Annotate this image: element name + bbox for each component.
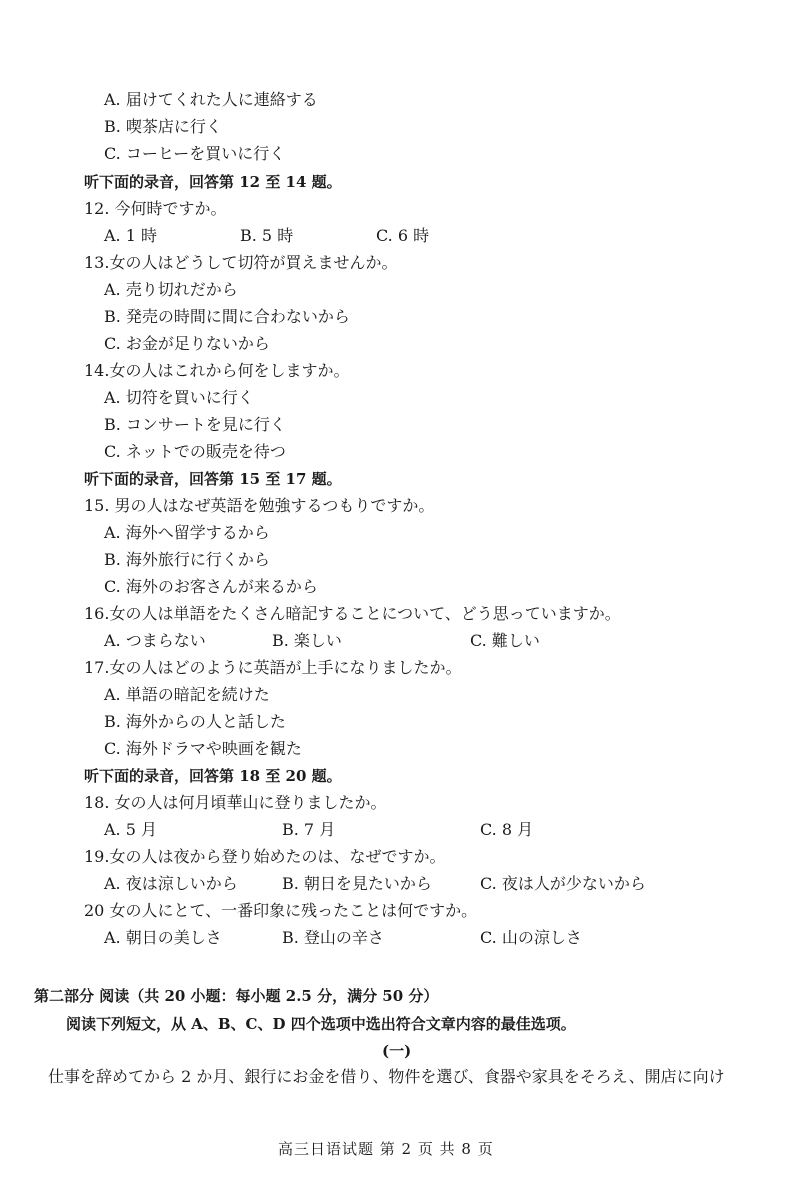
passage-first-line: 仕事を辞めてから 2 か月、銀行にお金を借り、物件を選び、食器や家具をそろえ、開店に向け xyxy=(48,1067,725,1086)
q17-option-c: C. 海外ドラマや映画を観た xyxy=(104,739,302,758)
q13-option-c: C. お金が足りないから xyxy=(104,334,270,353)
q16-option-c: C. 難しい xyxy=(470,631,540,650)
section-heading-12-14: 听下面的录音，回答第 12 至 14 题。 xyxy=(84,173,342,191)
q20-question: 20 女の人にとて、一番印象に残ったことは何ですか。 xyxy=(84,901,478,920)
q20-option-a: A. 朝日の美しさ xyxy=(104,928,222,947)
q19-question: 19.女の人は夜から登り始めたのは、なぜですか。 xyxy=(84,847,446,866)
q15-option-b: B. 海外旅行に行くから xyxy=(104,550,270,569)
q11-option-b: B. 喫茶店に行く xyxy=(104,117,222,136)
q16-question: 16.女の人は単語をたくさん暗記することについて、どう思っていますか。 xyxy=(84,604,621,623)
q17-question: 17.女の人はどのように英語が上手になりましたか。 xyxy=(84,658,462,677)
q15-question: 15. 男の人はなぜ英語を勉強するつもりですか。 xyxy=(84,496,435,515)
page-footer: 高三日语试题 第 2 页 共 8 页 xyxy=(278,1140,494,1158)
q16-option-a: A. つまらない xyxy=(104,631,206,650)
q18-option-c: C. 8 月 xyxy=(480,820,534,839)
section-heading-18-20: 听下面的录音，回答第 18 至 20 题。 xyxy=(84,767,342,785)
q19-option-a: A. 夜は涼しいから xyxy=(104,874,238,893)
q14-option-c: C. ネットでの販売を待つ xyxy=(104,442,286,461)
q17-option-a: A. 単語の暗記を続けた xyxy=(104,685,270,704)
q18-option-a: A. 5 月 xyxy=(104,820,157,839)
q13-option-a: A. 売り切れだから xyxy=(104,280,238,299)
section-heading-15-17: 听下面的录音，回答第 15 至 17 题。 xyxy=(84,470,342,488)
q18-question: 18. 女の人は何月頃華山に登りましたか。 xyxy=(84,793,387,812)
q17-option-b: B. 海外からの人と話した xyxy=(104,712,286,731)
q15-option-a: A. 海外へ留学するから xyxy=(104,523,270,542)
q14-option-b: B. コンサートを見に行く xyxy=(104,415,286,434)
part2-title: 第二部分 阅读（共 20 小题：每小题 2.5 分，满分 50 分） xyxy=(34,987,439,1005)
q12-option-c: C. 6 時 xyxy=(376,226,430,245)
q12-option-a: A. 1 時 xyxy=(104,226,157,245)
q19-option-b: B. 朝日を見たいから xyxy=(282,874,432,893)
q12-option-b: B. 5 時 xyxy=(240,226,294,245)
q12-question: 12. 今何時ですか。 xyxy=(84,199,227,218)
q13-question: 13.女の人はどうして切符が買えませんか。 xyxy=(84,253,398,272)
q15-option-c: C. 海外のお客さんが来るから xyxy=(104,577,318,596)
q19-option-c: C. 夜は人が少ないから xyxy=(480,874,646,893)
q20-option-b: B. 登山の辛さ xyxy=(282,928,384,947)
q14-question: 14.女の人はこれから何をしますか。 xyxy=(84,361,350,380)
passage-number: (一) xyxy=(382,1042,412,1060)
q20-option-c: C. 山の涼しさ xyxy=(480,928,582,947)
q16-option-b: B. 楽しい xyxy=(272,631,342,650)
q11-option-a: A. 届けてくれた人に連絡する xyxy=(104,90,318,109)
part2-instruction: 阅读下列短文，从 A、B、C、D 四个选项中选出符合文章内容的最佳选项。 xyxy=(66,1015,576,1033)
q13-option-b: B. 発売の時間に間に合わないから xyxy=(104,307,350,326)
q11-option-c: C. コーヒーを買いに行く xyxy=(104,144,286,163)
q18-option-b: B. 7 月 xyxy=(282,820,336,839)
q14-option-a: A. 切符を買いに行く xyxy=(104,388,254,407)
